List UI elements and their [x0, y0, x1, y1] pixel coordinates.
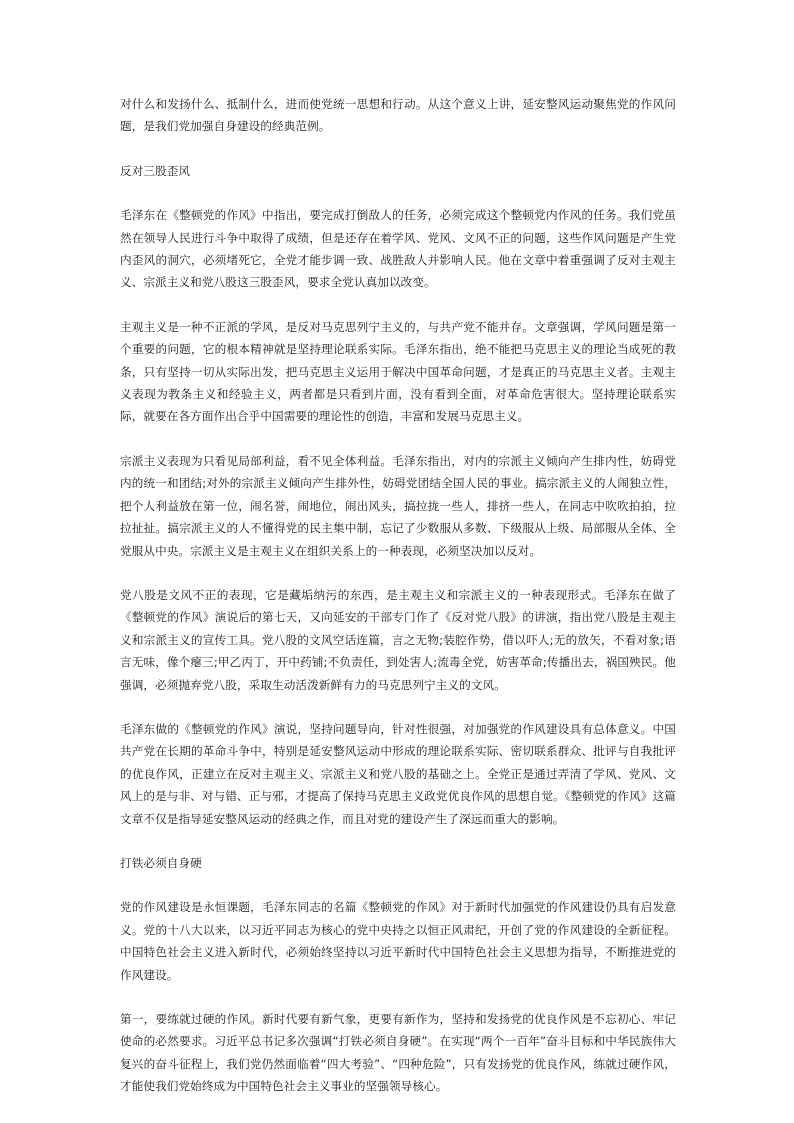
paragraph-style-building: 党的作风建设是永恒课题，毛泽东同志的名篇《整顿党的作风》对于新时代加强党的作风建设仍具有启发意义。党的十八大以来，以习近平同志为核心的党中央持之以恒正风肃纪，开创了党的作风建设的全新征程。中国特色社会主义进入新时代，必须始终坚持以习近平新时代中国特色社会主义思想为指导，不断推进党的作风建设。: [120, 900, 676, 982]
section-heading-iron-self-hard: 打铁必须自身硬: [120, 855, 202, 870]
paragraph-significance: 毛泽东做的《整顿党的作风》演说，坚持问题导向，针对性很强，对加强党的作风建设具有总体意义。中国共产党在长期的革命斗争中，特别是延安整风运动中形成的理论联系实际、密切联系群众、批评与自我批评的优良作风，正建立在反对主观主义、宗派主义和党八股的基础之上。全党正是通过弄清了学风、党风、文风上的是与非、对与错、正与邪，才提高了保持马克思主义政党优良作风的思想自觉。《整顿党的作风》这篇文章不仅是指导延安整风运动的经典之作，而且对党的建设产生了深远而重大的影响。: [120, 721, 676, 826]
paragraph-subjectivism: 主观主义是一种不正派的学风，是反对马克思列宁主义的，与共产党不能并存。文章强调，学风问题是第一个重要的问题，它的根本精神就是坚持理论联系实际。毛泽东指出，绝不能把马克思主义的理论当成死的教条，只有坚持一切从实际出发，把马克思主义运用于解决中国革命问题，才是真正的马克思主义者。主观主义表现为教条主义和经验主义，两者都是只看到片面，没有看到全面，对革命危害很大。坚持理论联系实际，就要在各方面作出合乎中国需要的理论性的创造，丰富和发展马克思主义。: [120, 319, 676, 424]
paragraph-stereotyped-writing: 党八股是文风不正的表现，它是藏垢纳污的东西，是主观主义和宗派主义的一种表现形式。毛泽东在做了《整顿党的作风》演说后的第七天，又向延安的干部专门作了《反对党八股》的讲演，指出党八股是主观主义和宗派主义的宣传工具。党八股的文风空话连篇，言之无物;装腔作势，借以吓人;无的放矢，不看对象;语言无味，像个瘪三;甲乙丙丁，开中药铺;不负责任，到处害人;流毒全党，妨害革命;传播出去，祸国殃民。他强调，必须抛弃党八股，采取生动活泼新鲜有力的马克思列宁主义的文风。: [120, 587, 676, 692]
paragraph-sectarianism: 宗派主义表现为只看见局部利益，看不见全体利益。毛泽东指出，对内的宗派主义倾向产生排内性，妨碍党内的统一和团结;对外的宗派主义倾向产生排外性，妨碍党团结全国人民的事业。搞宗派主义的人闹独立性，把个人利益放在第一位，闹名誉，闹地位，闹出风头，搞拉拢一些人，排挤一些人，在同志中吹吹拍拍，拉拉扯扯。搞宗派主义的人不懂得党的民主集中制，忘记了少数服从多数、下级服从上级、局部服从全体、全党服从中央。宗派主义是主观主义在组织关系上的一种表现，必须坚决加以反对。: [120, 453, 676, 558]
intro-paragraph: 对什么和发扬什么、抵制什么，进而使党统一思想和行动。从这个意义上讲，延安整风运动聚焦党的作风问题，是我们党加强自身建设的经典范例。: [120, 97, 676, 134]
paragraph-rectify-style: 毛泽东在《整顿党的作风》中指出，要完成打倒敌人的任务，必须完成这个整顿党内作风的任务。我们党虽然在领导人民进行斗争中取得了成绩，但是还存在着学风、党风、文风不正的问题，这些作风问题是产生党内歪风的洞穴，必须堵死它，全党才能步调一致、战胜敌人并影响人民。他在文章中着重强调了反对主观主义、宗派主义和党八股这三股歪风，要求全党认真加以改变。: [120, 208, 676, 290]
paragraph-first-point: 第一，要练就过硬的作风。新时代要有新气象，更要有新作为，坚持和发扬党的优良作风是不忘初心、牢记使命的必然要求。习近平总书记多次强调“打铁必须自身硬”。在实现“两个一百年”奋斗目标和中华民族伟大复兴的奋斗征程上，我们党仍然面临着“四大考验”、“四种危险”，只有发扬党的优良作风，练就过硬作风，才能使我们党始终成为中国特色社会主义事业的坚强领导核心。: [120, 1012, 676, 1094]
section-heading-oppose-three-trends: 反对三股歪风: [120, 163, 191, 178]
article-body: [120, 93, 676, 1098]
